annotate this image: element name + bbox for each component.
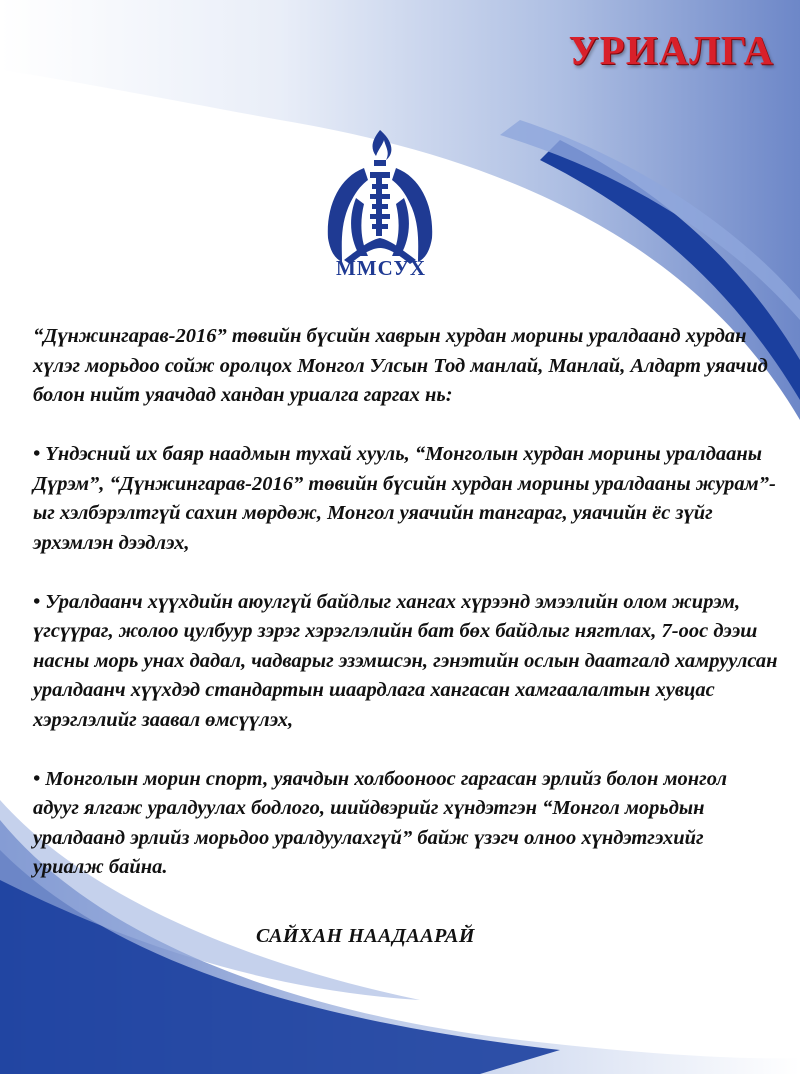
closing-slogan: САЙХАН НААДААРАЙ <box>256 925 475 947</box>
appeal-body <box>33 322 778 912</box>
appeal-point-1: • Үндэсний их баяр наадмын тухай хууль, “Монголын хурдан морины уралдааны Дүрэм”, “Дүнжингарав-2016” төвийн бүсийн хурдан морины уралдааны журам”-ыг хэлбэрэлтгүй сахин мөрдөж, Монгол уяачийн тангараг, уяачийн ёс зүйг эрхэмлэн дээдлэх, <box>33 443 776 554</box>
logo-organization-name: ММСУХ <box>335 256 427 280</box>
appeal-point-3: • Монголын морин спорт, уяачдын холбооноос гаргасан эрлийз болон монгол адууг ялгаж уралдуулах бодлого, шийдвэрийг хүндэтгэн “Монгол морьдын уралдаанд эрлийз морьдоо уралдуулахгүй” байж үзэгч олноо хүндэтгэхийг уриалж байна. <box>33 767 727 878</box>
poster-title: УРИАЛГА <box>568 27 774 73</box>
appeal-point-2: • Уралдаанч хүүхдийн аюулгүй байдлыг хангах хүрээнд эмээлийн олом жирэм, үгсүүраг, жолоо цулбуур зэрэг хэрэглэлийн бат бөх байдлыг нягтлах, 7-оос дээш насны морь унах дадал, чадварыг эзэмшсэн, гэнэтийн ослын даатгалд хамруулсан уралдаанч хүүхдэд стандартын шаардлага хангасан хамгаалалтын хувцас хэрэглэлийг заавал өмсүүлэх, <box>33 590 778 731</box>
intro-paragraph: “Дүнжингарав-2016” төвийн бүсийн хаврын хурдан морины уралдаанд хурдан хүлэг морьдоо сойж оролцох Монгол Улсын Тод манлай, Манлай, Алдарт уяачид болон нийт уяачдад хандан уриалга гаргах нь: <box>33 325 768 406</box>
